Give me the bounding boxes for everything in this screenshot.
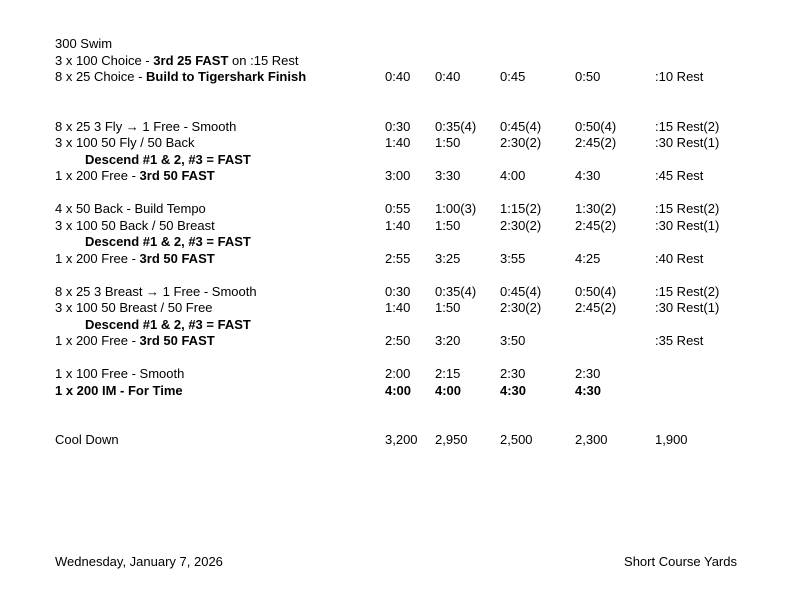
workout-row	[55, 234, 774, 251]
row-interval-3	[500, 53, 575, 70]
row-interval-1: 2:50	[385, 333, 411, 348]
row-interval-2: 3:25	[435, 250, 461, 266]
row-label	[55, 53, 385, 70]
row-label	[55, 284, 385, 301]
row-interval-4: 4:30	[575, 168, 601, 183]
workout-row	[55, 251, 774, 268]
row-label-text: 1 x 100 Free - Smooth	[55, 366, 185, 381]
row-label-bold-text: Descend #1 & 2, #3 = FAST	[85, 316, 251, 332]
workout-row	[55, 53, 774, 70]
row-interval-1: 0:30	[385, 118, 411, 134]
row-rest	[655, 234, 774, 251]
row-label-bold-text: 3rd 25 FAST	[153, 52, 229, 68]
row-interval-3: 2:30(2)	[500, 300, 542, 315]
row-label-text: 8 x 25 Choice -	[55, 69, 147, 84]
row-interval-2: 2:15	[435, 366, 461, 381]
row-label	[55, 432, 385, 449]
footer-course-type: Short Course Yards	[624, 554, 737, 569]
row-label-text: 3 x 100 50 Back / 50 Breast	[55, 217, 215, 233]
row-interval-4: 2,300	[575, 432, 608, 447]
row-interval-4: 2:45(2)	[575, 300, 617, 315]
row-label-text: 1 x 200 Free -	[55, 333, 140, 348]
row-label	[55, 251, 385, 268]
row-interval-2	[435, 36, 500, 53]
row-interval-1: 0:30	[385, 283, 411, 299]
row-rest: :30 Rest(1)	[655, 135, 720, 150]
row-label	[55, 300, 385, 317]
workout-row	[55, 135, 774, 152]
row-interval-3: 2:30(2)	[500, 217, 542, 233]
row-interval-4	[575, 152, 655, 169]
row-interval-3: 4:30	[500, 382, 527, 398]
workout-row	[55, 284, 774, 301]
row-interval-4: 4:25	[575, 250, 601, 266]
row-label	[55, 333, 385, 350]
row-interval-1	[385, 53, 435, 70]
row-interval-3: 0:45	[500, 69, 526, 84]
row-interval-3: 3:55	[500, 250, 526, 266]
row-interval-1: 1:40	[385, 135, 411, 150]
row-rest: :15 Rest(2)	[655, 201, 720, 216]
row-label	[55, 119, 385, 136]
row-interval-4	[575, 36, 655, 53]
row-interval-4: 0:50(4)	[575, 118, 617, 134]
row-label	[55, 152, 385, 169]
row-interval-1: 3:00	[385, 168, 411, 183]
row-rest	[655, 383, 774, 400]
row-label	[55, 135, 385, 152]
row-label	[55, 317, 385, 334]
row-interval-2	[435, 53, 500, 70]
row-rest	[655, 152, 774, 169]
row-interval-1	[385, 234, 435, 251]
row-interval-4	[575, 234, 655, 251]
row-rest: :40 Rest	[655, 250, 704, 266]
row-rest	[655, 317, 774, 334]
row-interval-4	[575, 317, 655, 334]
row-interval-4: 0:50(4)	[575, 283, 617, 299]
workout-row	[55, 201, 774, 218]
row-interval-3	[500, 152, 575, 169]
row-interval-4: 0:50	[575, 69, 601, 84]
row-label-suffix-text: on :15 Rest	[228, 52, 299, 68]
row-rest: :35 Rest	[655, 333, 704, 348]
workout-row	[55, 432, 774, 449]
row-interval-2: 3:20	[435, 333, 461, 348]
row-label	[55, 383, 385, 400]
row-interval-3: 0:45(4)	[500, 118, 542, 134]
workout-row	[55, 333, 774, 350]
row-label-bold-text: 3rd 50 FAST	[139, 333, 215, 348]
workout-row	[55, 383, 774, 400]
row-interval-2	[435, 317, 500, 334]
row-interval-1: 1:40	[385, 217, 411, 233]
row-interval-3	[500, 36, 575, 53]
row-interval-3: 0:45(4)	[500, 283, 542, 299]
row-label-bold-text: Descend #1 & 2, #3 = FAST	[85, 151, 251, 167]
row-label-text: 3 x 100 50 Breast / 50 Free	[55, 300, 213, 315]
row-interval-2	[435, 234, 500, 251]
row-interval-1	[385, 36, 435, 53]
row-label-text: 300 Swim	[55, 36, 113, 51]
row-label-text: 8 x 25 3 Breast → 1 Free - Smooth	[55, 283, 257, 299]
row-interval-1: 1:40	[385, 300, 411, 315]
row-interval-3: 1:15(2)	[500, 201, 542, 216]
row-rest	[655, 366, 774, 383]
row-label-bold-text: Build to Tigershark Finish	[146, 69, 307, 84]
row-rest: :45 Rest	[655, 168, 704, 183]
row-interval-3: 2:30	[500, 366, 526, 381]
row-label-text: 3 x 100 Choice -	[55, 52, 154, 68]
workout-row	[55, 168, 774, 185]
row-interval-2: 0:35(4)	[435, 283, 477, 299]
workout-rows	[55, 36, 774, 449]
workout-row	[55, 36, 774, 53]
row-interval-2: 0:35(4)	[435, 118, 477, 134]
row-interval-4: 1:30(2)	[575, 201, 617, 216]
workout-row	[55, 69, 774, 86]
row-interval-3: 4:00	[500, 168, 526, 183]
row-label-bold-text: 3rd 50 FAST	[139, 168, 215, 183]
row-label-text: 1 x 200 Free -	[55, 250, 140, 266]
row-label	[55, 218, 385, 235]
row-label-bold-text: 1 x 200 IM - For Time	[55, 382, 183, 398]
row-rest: :10 Rest	[655, 69, 704, 84]
row-interval-1: 2:55	[385, 250, 411, 266]
row-label	[55, 36, 385, 53]
row-interval-3: 2:30(2)	[500, 135, 542, 150]
row-rest	[655, 36, 774, 53]
row-interval-2: 2,950	[435, 432, 468, 447]
row-rest: 1,900	[655, 432, 688, 447]
row-label	[55, 168, 385, 185]
row-interval-1	[385, 152, 435, 169]
row-label-text: 3 x 100 50 Fly / 50 Back	[55, 135, 195, 150]
workout-row	[55, 119, 774, 136]
workout-row	[55, 366, 774, 383]
row-interval-3: 2,500	[500, 432, 533, 447]
row-label-text: 1 x 200 Free -	[55, 168, 140, 183]
row-rest: :15 Rest(2)	[655, 118, 720, 134]
workout-row	[55, 300, 774, 317]
row-interval-2: 1:50	[435, 300, 461, 315]
row-interval-2	[435, 152, 500, 169]
row-label-text: 4 x 50 Back - Build Tempo	[55, 201, 206, 216]
row-interval-4: 4:30	[575, 382, 602, 398]
row-interval-2: 3:30	[435, 168, 461, 183]
row-interval-3	[500, 234, 575, 251]
row-interval-3: 3:50	[500, 333, 526, 348]
row-label	[55, 234, 385, 251]
row-interval-3	[500, 317, 575, 334]
row-interval-2: 1:50	[435, 217, 461, 233]
row-label	[55, 366, 385, 383]
row-interval-1: 0:55	[385, 201, 411, 216]
row-interval-1	[385, 317, 435, 334]
workout-row	[55, 218, 774, 235]
row-label-bold-text: Descend #1 & 2, #3 = FAST	[85, 234, 251, 249]
row-label	[55, 201, 385, 218]
row-rest: :30 Rest(1)	[655, 217, 720, 233]
row-interval-4: 2:45(2)	[575, 217, 617, 233]
workout-row	[55, 152, 774, 169]
row-interval-2: 0:40	[435, 69, 461, 84]
row-label-bold-text: 3rd 50 FAST	[139, 250, 215, 266]
row-interval-4	[575, 53, 655, 70]
row-interval-4: 2:45(2)	[575, 135, 617, 150]
workout-table	[55, 36, 774, 449]
row-rest: :30 Rest(1)	[655, 300, 720, 315]
row-rest	[655, 53, 774, 70]
row-label-text: Cool Down	[55, 432, 119, 447]
footer-date: Wednesday, January 7, 2026	[55, 554, 223, 569]
row-interval-4: 2:30	[575, 366, 601, 381]
row-interval-1: 3,200	[385, 432, 418, 447]
row-label-text: 8 x 25 3 Fly → 1 Free - Smooth	[55, 118, 237, 134]
row-interval-1: 0:40	[385, 69, 411, 84]
row-interval-1: 2:00	[385, 366, 411, 381]
row-interval-4	[575, 333, 655, 350]
row-rest: :15 Rest(2)	[655, 283, 720, 299]
workout-row	[55, 317, 774, 334]
footer	[55, 554, 737, 570]
row-label	[55, 69, 385, 86]
row-interval-2: 1:50	[435, 135, 461, 150]
row-interval-2: 1:00(3)	[435, 201, 477, 216]
row-interval-1: 4:00	[385, 382, 412, 398]
row-interval-2: 4:00	[435, 382, 462, 398]
